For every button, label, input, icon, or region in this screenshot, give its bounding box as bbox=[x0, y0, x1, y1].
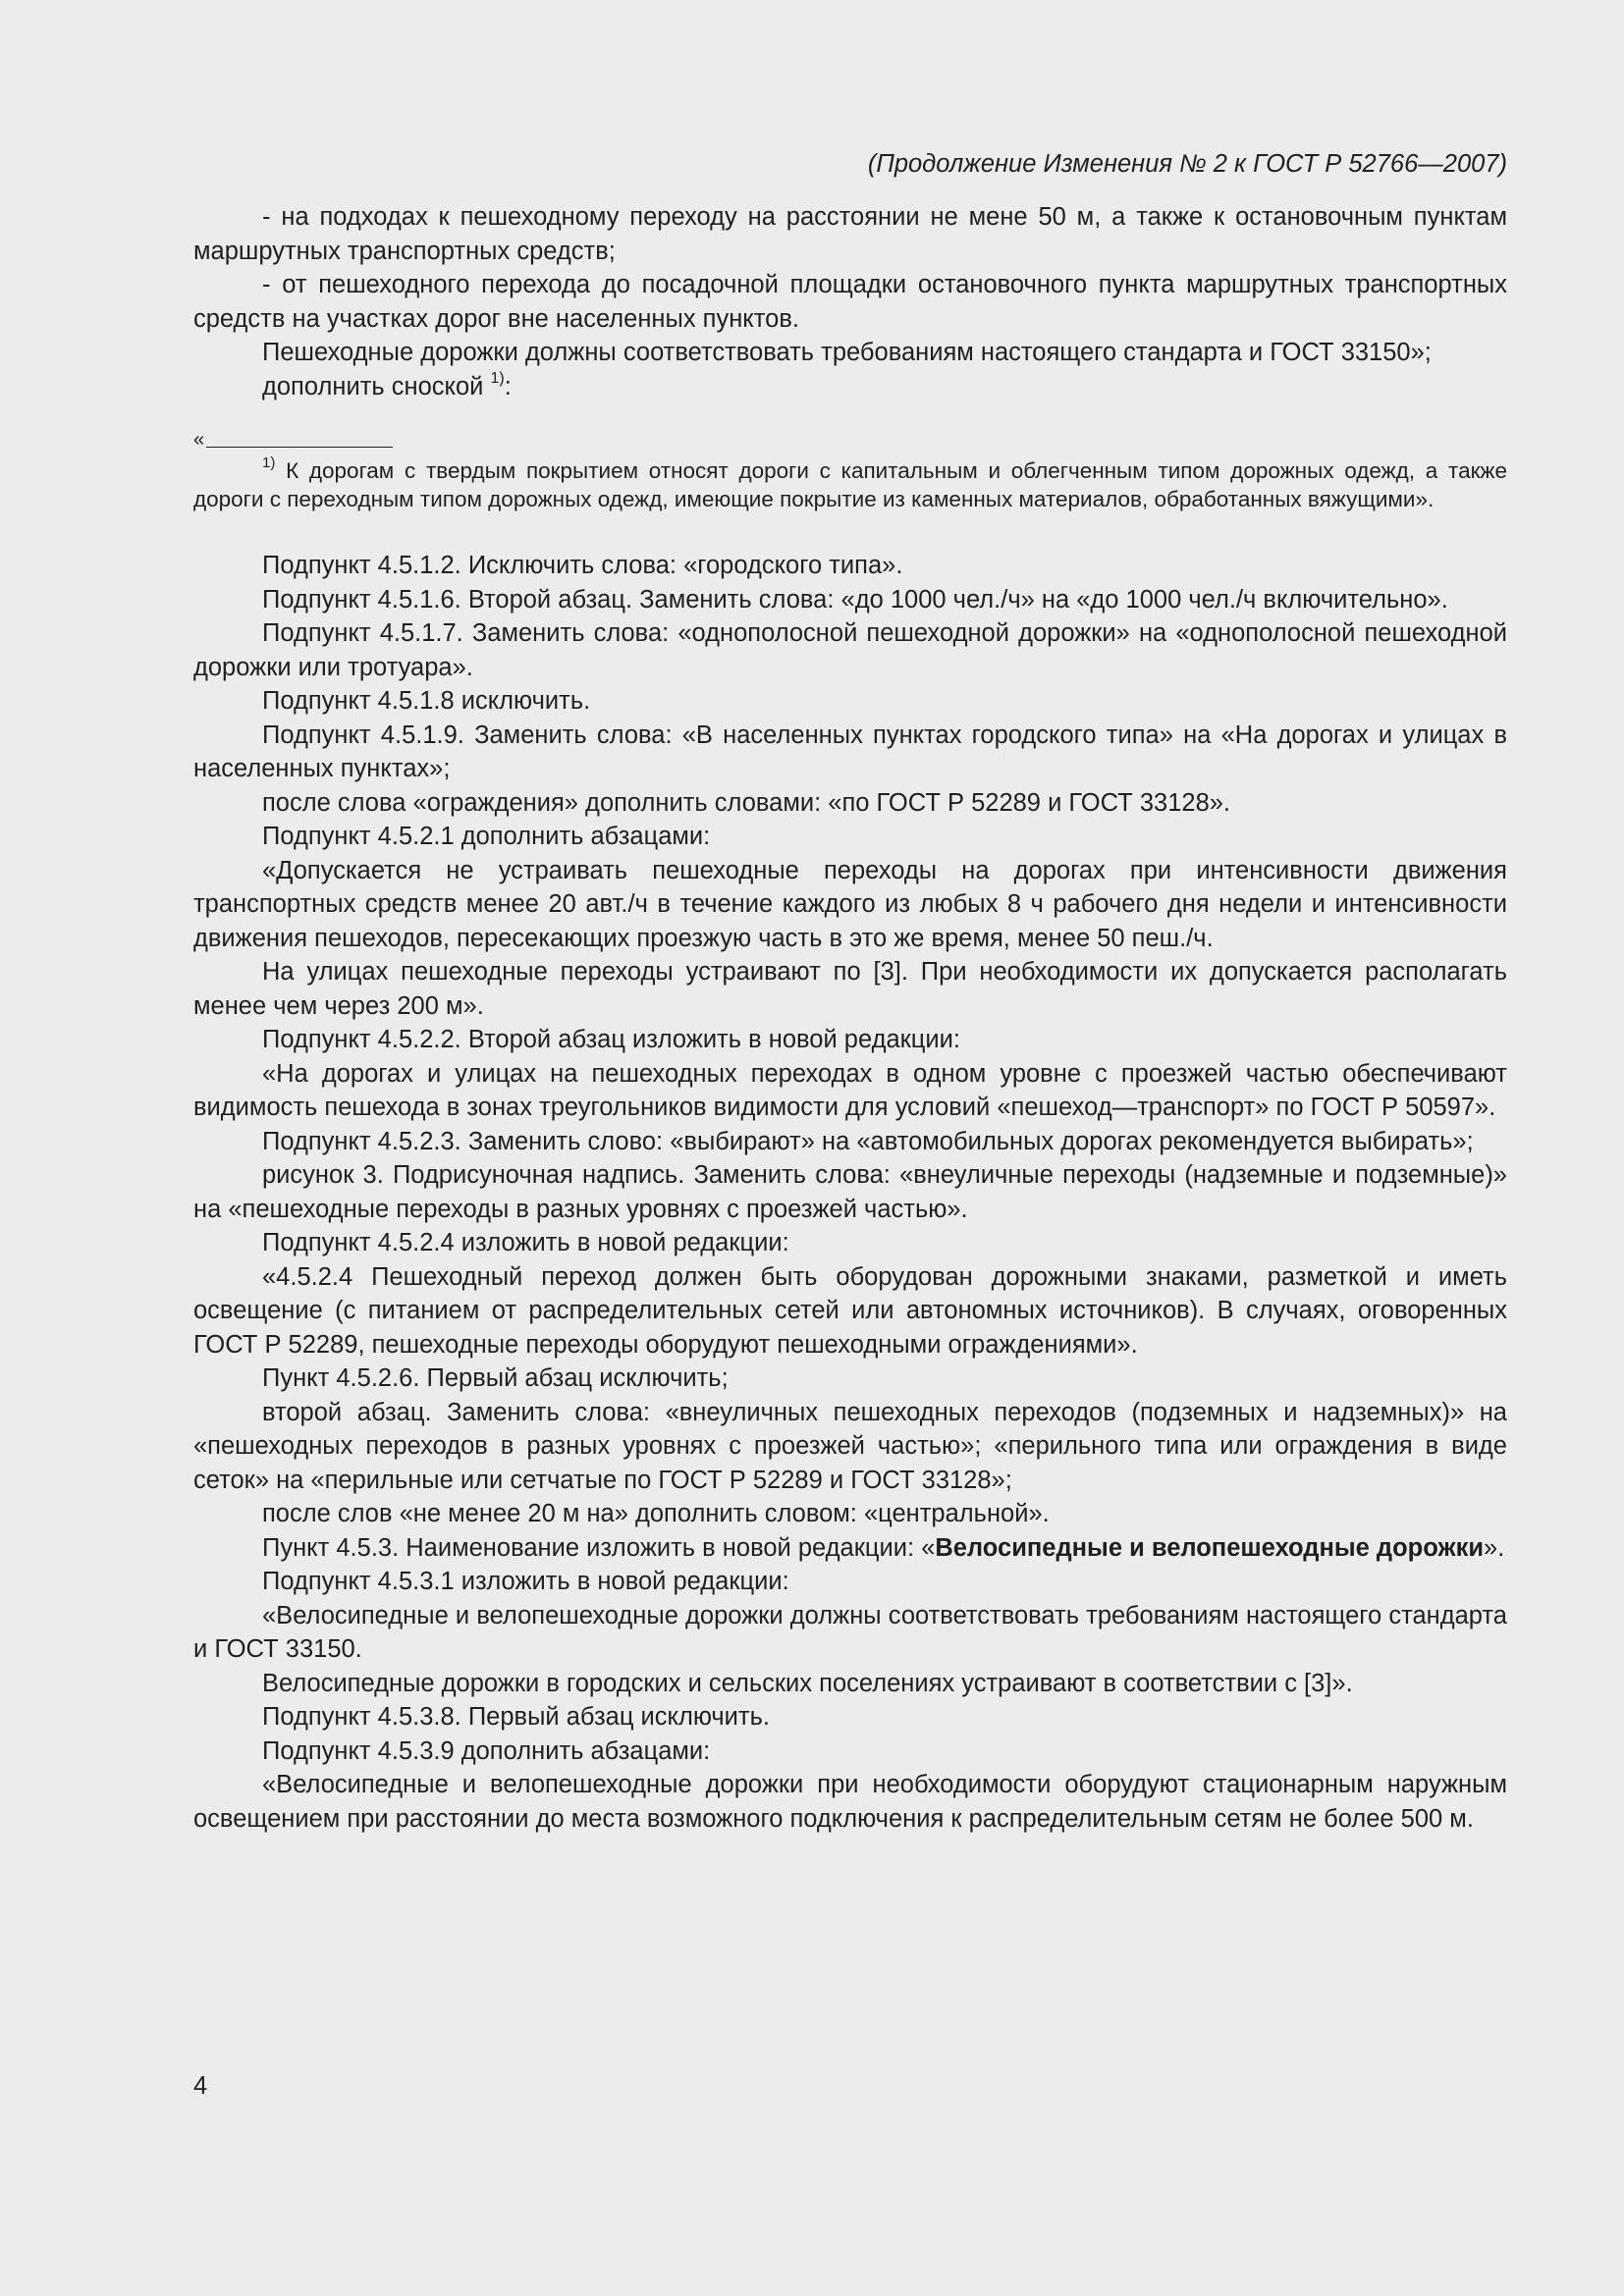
page-number: 4 bbox=[193, 2072, 208, 2100]
paragraph: второй абзац. Заменить слова: «внеуличных пешеходных переходов (подземных и надземных)» на «пешеходных переходов в разных уровнях с проезжей частью»; «перильного типа или ограждения в виде сеток» на «перильные или сетчатые по ГОСТ Р 52289 и ГОСТ 33128»; bbox=[193, 1398, 1507, 1494]
footnote-open-quote: « bbox=[193, 429, 205, 451]
footnote-rule bbox=[206, 447, 393, 448]
paragraph: Подпункт 4.5.2.4 изложить в новой редакции: bbox=[262, 1229, 789, 1256]
footnote-reference: 1) bbox=[490, 370, 505, 387]
paragraph: Подпункт 4.5.1.9. Заменить слова: «В населенных пунктах городского типа» на «На дорогах и улицах в населенных пунктах»; bbox=[193, 721, 1507, 782]
footnote bbox=[193, 456, 1507, 513]
footnote-marker: 1) bbox=[262, 454, 276, 471]
paragraph-text-end: ». bbox=[1484, 1533, 1505, 1562]
paragraph: Подпункт 4.5.1.2. Исключить слова: «городского типа». bbox=[262, 552, 903, 579]
paragraph: «4.5.2.4 Пешеходный переход должен быть оборудован дорожными знаками, разметкой и иметь освещение (с питанием от распределительных сетей или автономных источников). В случаях, оговоренных ГОСТ Р 52289, пешеходные переходы оборудуют пешеходными ограждениями». bbox=[193, 1262, 1507, 1359]
document-page bbox=[193, 147, 1507, 1836]
paragraph: «Велосипедные и велопешеходные дорожки при необходимости оборудуют стационарным наружным освещением при расстоянии до места возможного подключения к распределительным сетям не более 500 м. bbox=[193, 1771, 1507, 1833]
paragraph: после слов «не менее 20 м на» дополнить словом: «центральной». bbox=[262, 1500, 1050, 1527]
paragraph: На улицах пешеходные переходы устраивают по [3]. При необходимости их допускается располагать менее чем через 200 м». bbox=[193, 958, 1507, 1020]
paragraph: Подпункт 4.5.2.1 дополнить абзацами: bbox=[262, 823, 711, 850]
paragraph: Подпункт 4.5.1.7. Заменить слова: «однополосной пешеходной дорожки» на «однополосной пешеходной дорожки или тротуара». bbox=[193, 619, 1507, 681]
paragraph: «На дорогах и улицах на пешеходных переходах в одном уровне с проезжей частью обеспечивают видимость пешехода в зонах треугольников видимости для условий «пешеход—транспорт» по ГОСТ Р 50597». bbox=[193, 1059, 1507, 1121]
paragraph: после слова «ограждения» дополнить словами: «по ГОСТ Р 52289 и ГОСТ 33128». bbox=[262, 788, 1231, 817]
paragraph: Велосипедные дорожки в городских и сельских поселениях устраивают в соответствии с [3]». bbox=[262, 1669, 1353, 1697]
paragraph: «Велосипедные и велопешеходные дорожки должны соответствовать требованиям настоящего стандарта и ГОСТ 33150. bbox=[193, 1601, 1507, 1663]
paragraph: Подпункт 4.5.3.9 дополнить абзацами: bbox=[262, 1736, 711, 1765]
paragraph-text: Пункт 4.5.3. Наименование изложить в новой редакции: « bbox=[262, 1533, 936, 1562]
paragraph: Подпункт 4.5.1.8 исключить. bbox=[262, 687, 591, 715]
paragraph-text-end: : bbox=[504, 372, 512, 400]
paragraph: Подпункт 4.5.1.6. Второй абзац. Заменить слова: «до 1000 чел./ч» на «до 1000 чел./ч включительно». bbox=[262, 585, 1448, 614]
paragraph: Подпункт 4.5.3.1 изложить в новой редакции: bbox=[262, 1568, 789, 1595]
paragraph-footnote-instruction bbox=[193, 370, 1507, 404]
paragraph: Пункт 4.5.2.6. Первый абзац исключить; bbox=[262, 1364, 729, 1392]
running-header: (Продолжение Изменения № 2 к ГОСТ Р 52766—2007) bbox=[867, 150, 1507, 178]
paragraph: - от пешеходного перехода до посадочной площадки остановочного пункта маршрутных транспортных средств на участках дорог вне населенных пунктов. bbox=[193, 271, 1507, 333]
section-title-bold: Велосипедные и велопешеходные дорожки bbox=[935, 1533, 1485, 1562]
paragraph: Подпункт 4.5.3.8. Первый абзац исключить. bbox=[262, 1703, 770, 1731]
paragraph: «Допускается не устраивать пешеходные переходы на дорогах при интенсивности движения транспортных средств менее 20 авт./ч в течение каждого из любых 8 ч рабочего дня недели и интенсивности движения пешеходов, пересекающих проезжую часть в это же время, менее 50 пеш./ч. bbox=[193, 856, 1507, 952]
paragraph-with-bold-title bbox=[193, 1531, 1507, 1566]
paragraph: - на подходах к пешеходному переходу на расстоянии не мене 50 м, а также к остановочным пунктам маршрутных транспортных средств; bbox=[193, 203, 1507, 265]
paragraph: Пешеходные дорожки должны соответствовать требованиям настоящего стандарта и ГОСТ 33150»; bbox=[262, 339, 1432, 366]
paragraph: Подпункт 4.5.2.3. Заменить слово: «выбирают» на «автомобильных дорогах рекомендуется выбирать»; bbox=[262, 1127, 1474, 1155]
paragraph: рисунок 3. Подрисуночная надпись. Заменить слова: «внеуличные переходы (надземные и подземные)» на «пешеходные переходы в разных уровнях с проезжей частью». bbox=[193, 1161, 1507, 1223]
paragraph-text: дополнить сноской bbox=[262, 372, 484, 400]
footnote-separator bbox=[193, 429, 1507, 451]
paragraph: Подпункт 4.5.2.2. Второй абзац изложить в новой редакции: bbox=[262, 1026, 960, 1053]
footnote-text: К дорогам с твердым покрытием относят дороги с капитальным и облегченным типом дорожных одежд, а также дороги с переходным типом дорожных одежд, имеющие покрытие из каменных материалов, обработанных вяжущими». bbox=[193, 458, 1507, 511]
